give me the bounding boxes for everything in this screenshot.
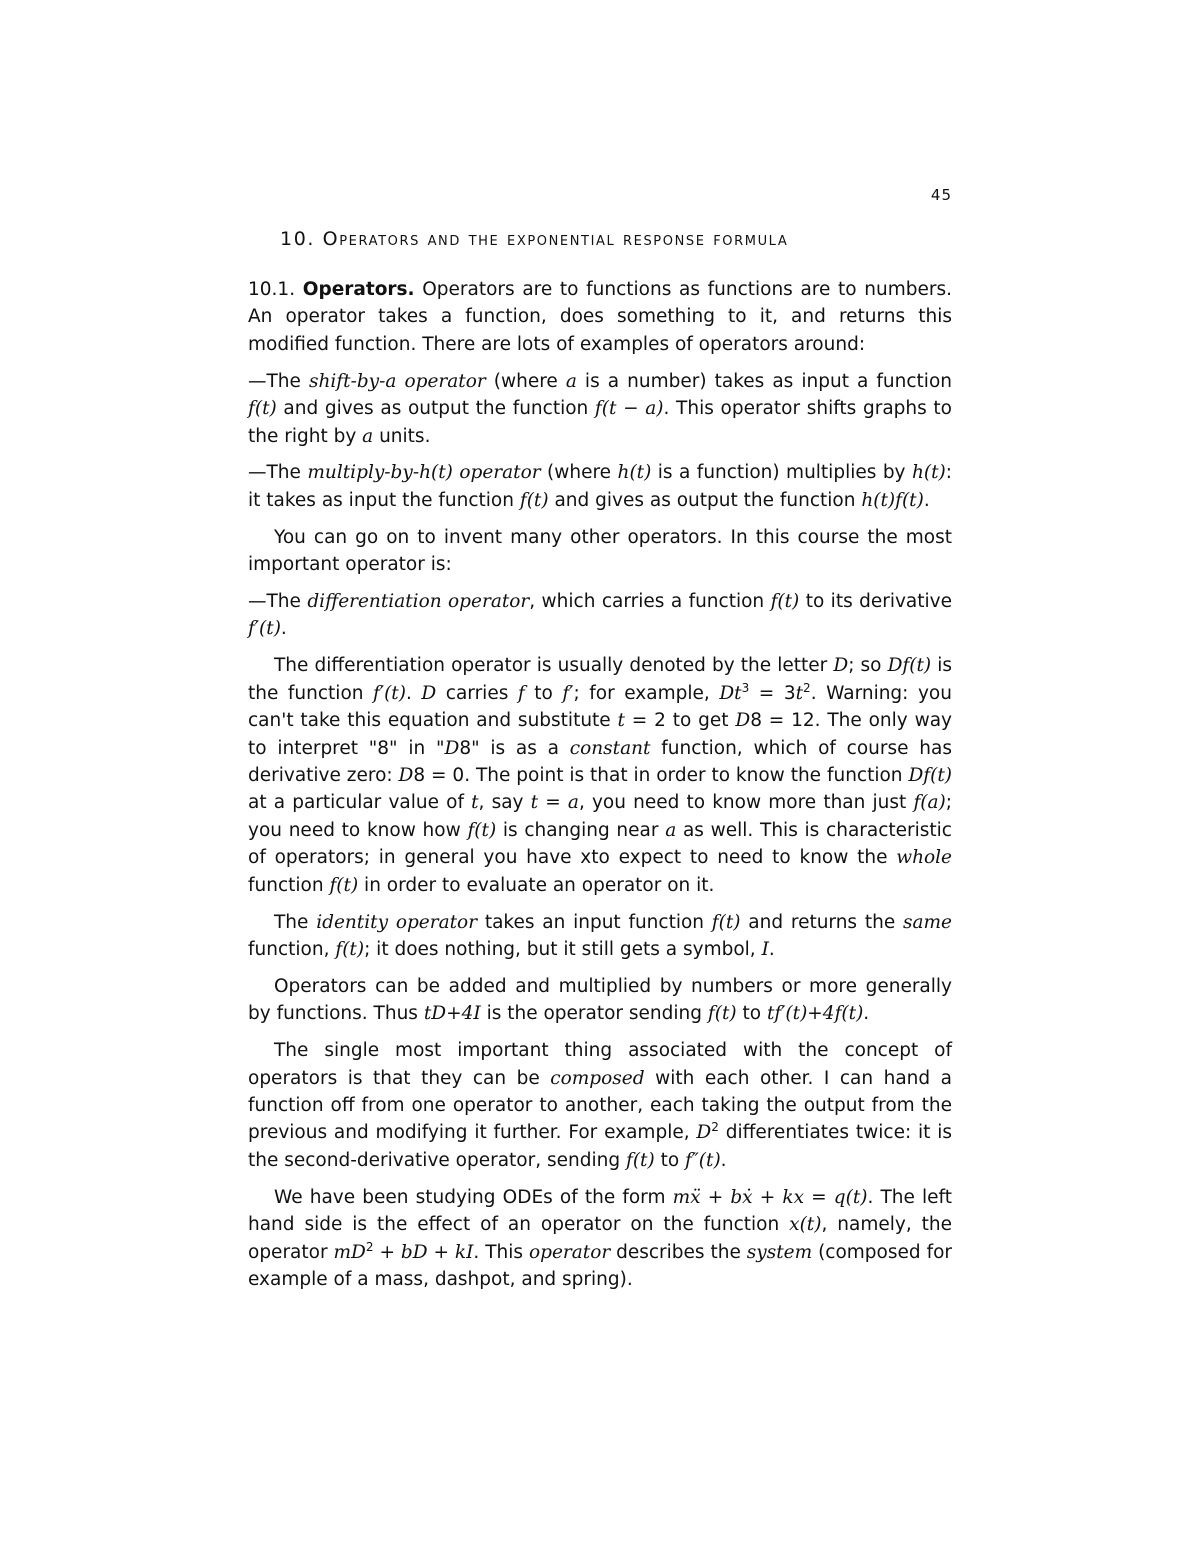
term-identity-operator: identity operator <box>316 911 478 933</box>
term-same: same <box>902 911 952 933</box>
paragraph-9: The single most important thing associated with the concept of operators is that they can be composed with each other. I can hand a function off from one operator to another, each taking the output from the previous and modifying it further. For example, $D^2$ differentiates twice: it is the second-derivative operator, sending f(t) to f″(t). <box>248 1040 952 1171</box>
section-number: 10. <box>280 228 316 250</box>
section-title-text: Operators and the exponential response formula <box>322 228 789 250</box>
term-shift-operator: shift-by-a operator <box>308 370 486 392</box>
paragraph-8: Operators can be added and multiplied by numbers or more generally by functions. Thus tD+4I is the operator sending f(t) to tf′(t)+4f(t). <box>248 975 952 1025</box>
section-title <box>280 228 960 250</box>
paragraph-10: We have been studying ODEs of the form mẍ + bẋ + kx = q(t). The left hand side is the effect of an operator on the function x(t), namely, the operator $mD^2$ + bD + kI. This operator describes the system (composed for example of a mass, dashpot, and spring). <box>248 1186 953 1290</box>
term-system: system <box>746 1241 813 1263</box>
paragraph-3: —The multiply-by-h(t) operator (where h(t) is a function) multiplies by h(t): it takes as input the function f(t) and gives as output the function h(t)f(t). <box>248 462 952 511</box>
term-differentiation-operator: differentiation operator <box>307 591 530 613</box>
paragraph-text: Operators are to functions as functions are to numbers. An operator takes a function, does something to it, and returns this modified function. There are lots of examples of operators around: <box>248 279 952 355</box>
term-constant: constant <box>569 737 651 759</box>
paragraph-4: You can go on to invent many other operators. In this course the most important operator is: <box>248 526 952 576</box>
paragraph-6: The differentiation operator is usually denoted by the letter D; so Df(t) is the function f′(t). D carries f to f′; for example, $Dt^3 = 3t^2$. Warning: you can't take this equation and substitute t = 2 to get D8 = 12. The only way to interpret "8" in "D8" is as a constant function, which of course has derivative zero: D8 = 0. The point is that in order to know the function Df(t) at a particular value of t, say t = a, you need to know more than just f(a); you need to know how f(t) is changing near a as well. This is characteristic of operators; in general you have xto expect to need to know the whole function f(t) in order to evaluate an operator on it. <box>248 655 952 896</box>
term-whole: whole <box>896 847 952 869</box>
paragraph-1 <box>248 276 952 358</box>
subsection-number: 10.1. <box>248 279 296 300</box>
term-composed: composed <box>550 1067 645 1089</box>
page-number: 45 <box>930 186 952 204</box>
paragraph-2: —The shift-by-a operator (where a is a number) takes as input a function f(t) and gives as output the function f(t − a). This operator shifts graphs to the right by a units. <box>248 370 952 447</box>
paragraph-7: The identity operator takes an input function f(t) and returns the same function, f(t); it does nothing, but it still gets a symbol, I. <box>248 911 952 960</box>
body-text <box>248 276 952 1303</box>
term-multiply-operator: multiply-by-h(t) operator <box>307 462 541 484</box>
paragraph-5: —The differentiation operator, which carries a function f(t) to its derivative f′(t). <box>248 591 952 640</box>
term-operator: operator <box>528 1241 611 1263</box>
subsection-title: Operators. <box>302 279 415 300</box>
